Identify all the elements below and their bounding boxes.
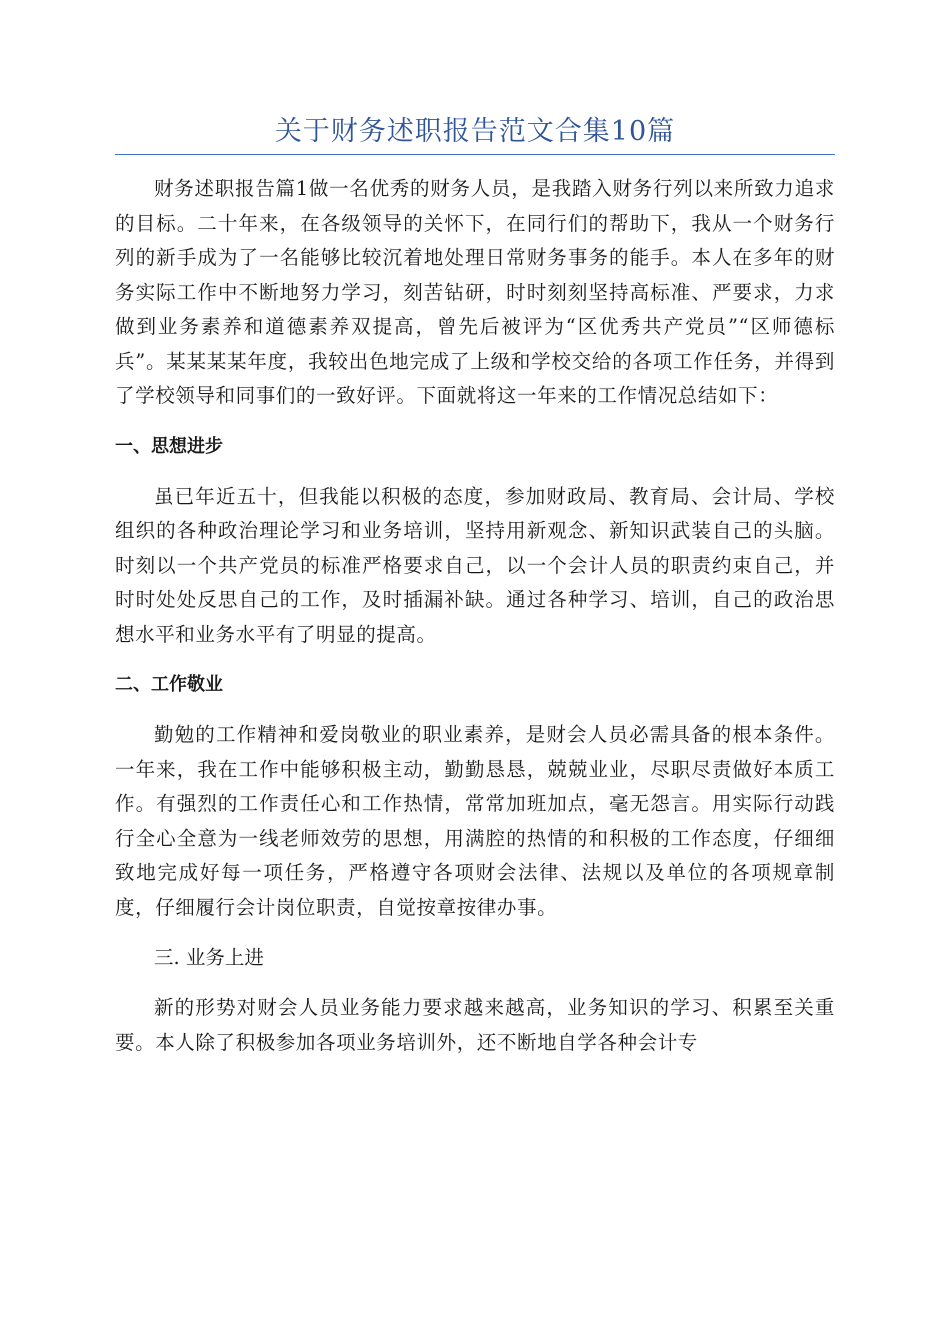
section-paragraph-business: 新的形势对财会人员业务能力要求越来越高，业务知识的学习、积累至关重要。本人除了积极参加各项业务培训外，还不断地自学各种会计专 bbox=[115, 996, 835, 1054]
section-paragraph-thought: 虽已年近五十，但我能以积极的态度，参加财政局、教育局、会计局、学校组织的各种政治理论学习和业务培训，坚持用新观念、新知识武装自己的头脑。时刻以一个共产党员的标准严格要求自己，以一个会计人员的职责约束自己，并时时处处反思自己的工作，及时插漏补缺。通过各种学习、培训，自己的政治思想水平和业务水平有了明显的提高。 bbox=[115, 484, 835, 646]
document-title: 关于财务述职报告范文合集10篇 bbox=[274, 116, 676, 147]
section-paragraph-work: 勤勉的工作精神和爱岗敬业的职业素养，是财会人员必需具备的根本条件。一年来，我在工作中能够积极主动，勤勤恳恳，兢兢业业，尽职尽责做好本质工作。有强烈的工作责任心和工作热情，常常加班加点，毫无怨言。用实际行动践行全心全意为一线老师效劳的思想，用满腔的热情的和积极的工作态度，仔细细致地完成好每一项任务，严格遵守各项财会法律、法规以及单位的各项规章制度，仔细履行会计岗位职责，自觉按章按律办事。 bbox=[115, 723, 835, 919]
section-heading-business: 三. 业务上进 bbox=[154, 946, 264, 969]
intro-paragraph: 财务述职报告篇1做一名优秀的财务人员，是我踏入财务行列以来所致力追求的目标。二十年来，在各级领导的关怀下，在同行们的帮助下，我从一个财务行列的新手成为了一名能够比较沉着地处理日常财务事务的能手。本人在多年的财务实际工作中不断地努力学习，刻苦钻研，时时刻刻坚持高标准、严要求，力求做到业务素养和道德素养双提高，曾先后被评为“区优秀共产党员”“区师德标兵”。某某某某年度，我较出色地完成了上级和学校交给的各项工作任务，并得到了学校领导和同事们的一致好评。下面就将这一年来的工作情况总结如下： bbox=[115, 177, 835, 407]
section-heading-thought: 一、思想进步 bbox=[115, 435, 223, 457]
section-heading-work: 二、工作敬业 bbox=[115, 674, 223, 695]
title-underline bbox=[115, 154, 835, 155]
document-body bbox=[115, 172, 835, 1060]
